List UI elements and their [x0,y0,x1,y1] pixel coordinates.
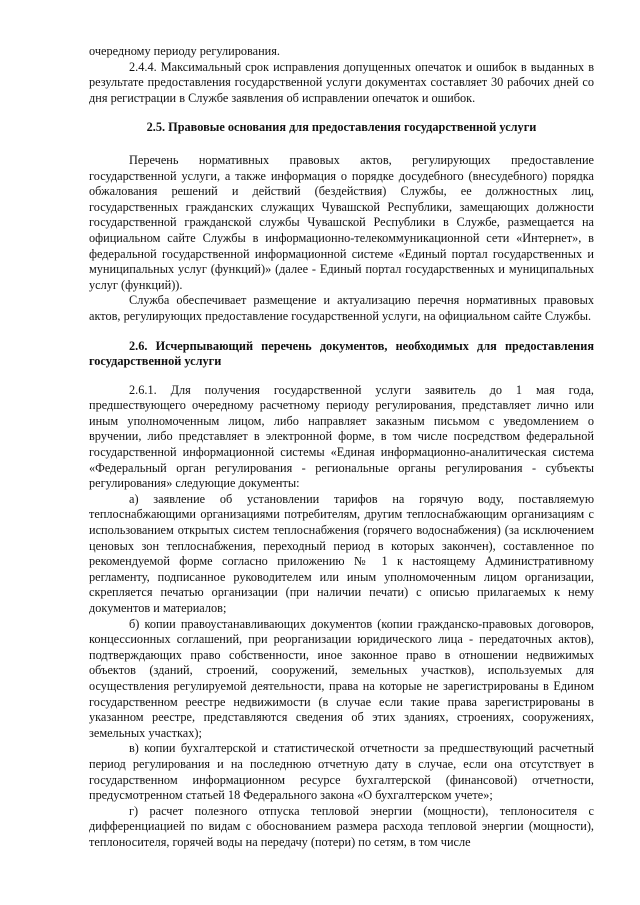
paragraph-2-5-publication: Служба обеспечивает размещение и актуализацию перечня нормативных правовых актов, регулирующих предоставление государственной услуги, на официальном сайте Службы. [89,293,594,323]
section-heading-2-6: 2.6. Исчерпывающий перечень документов, необходимых для предоставления государственной услуги [89,338,594,369]
paragraph-2-5-legal-acts: Перечень нормативных правовых актов, регулирующих предоставление государственной услуги, а также информация о порядке досудебного (внесудебного) порядка обжалования решений и действий (бездействия) Службы, ее должностных лиц, государственных гражданских служащих Чувашской Республики, замещающих должности государственной гражданской службы Чувашской Республики в Службе, размещается на официальном сайте Службы в информационно-телекоммуникационной сети «Интернет», в федеральной государственной информационной системе «Единый портал государственных и муниципальных услуг (функций)» (далее - Единый портал государственных и муниципальных услуг (функций)). [89,152,594,292]
list-item-g: г) расчет полезного отпуска тепловой энергии (мощности), теплоносителя с дифференциацией по видам с обоснованием размера расхода тепловой энергии (мощности), теплоносителя, горячей воды на передачу (потери) по сетям, в том числе [89,803,594,849]
spacer [89,106,594,120]
section-heading-2-5: 2.5. Правовые основания для предоставления государственной услуги [146,120,537,135]
paragraph-continuation: очередному периоду регулирования. [89,44,280,58]
list-item-a: а) заявление об установлении тарифов на горячую воду, поставляемую теплоснабжающими организациями потребителям, другим теплоснабжающим организациям с использованием открытых систем теплоснабжения (горячего водоснабжения) (за исключением ценовых зон теплоснабжения, переходный период в которых закончен), составленное по рекомендуемой форме согласно приложению № 1 к настоящему Административному регламенту, подписанное руководителем или иным уполномоченным лицом организации, скрепляется печатью организации (при наличии печати) с описью прилагаемых к нему документов и материалов; [89,491,594,615]
list-item-b: б) копии правоустанавливающих документов (копии гражданско-правовых договоров, концессионных соглашений, при реорганизации юридического лица - передаточных актов), подтверждающих право собственности, иное законное право в отношении недвижимых объектов (зданий, строений, сооружений, земельных участков), используемых для осуществления регулируемой деятельности, права на которые не зарегистрированы в Едином государственном реестре недвижимости (в случае если такие права зарегистрированы в указанном реестре, представляются сведения об этих зданиях, строениях, сооружениях, земельных участках); [89,616,594,740]
spacer [89,325,594,339]
spacer [89,370,594,383]
list-item-v: в) копии бухгалтерской и статистической отчетности за предшествующий расчетный период регулирования и на последнюю отчетную дату в случае, если она отсутствует в государственном информационном ресурсе бухгалтерской (финансовой) отчетности, предусмотренном статьей 18 Федерального закона «О бухгалтерском учете»; [89,741,594,803]
spacer [89,136,594,153]
paragraph-2-4-4: 2.4.4. Максимальный срок исправления допущенных опечаток и ошибок в выданных в результате предоставления государственной услуги документах составляет 30 рабочих дней со дня регистрации в Службе заявления об исправлении опечаток и ошибок. [89,59,594,105]
paragraph-2-6-1: 2.6.1. Для получения государственной услуги заявитель до 1 мая года, предшествующего очередному расчетному периоду регулирования, представляет лично или иным уполномоченным лицом, либо направляет заказным письмом с уведомлением о вручении, либо представляет в электронной форме, в том числе посредством федеральной государственной информационной системы «Единая информационно-аналитическая система «Федеральный орган регулирования - региональные органы регулирования - субъекты регулирования» следующие документы: [89,382,594,491]
